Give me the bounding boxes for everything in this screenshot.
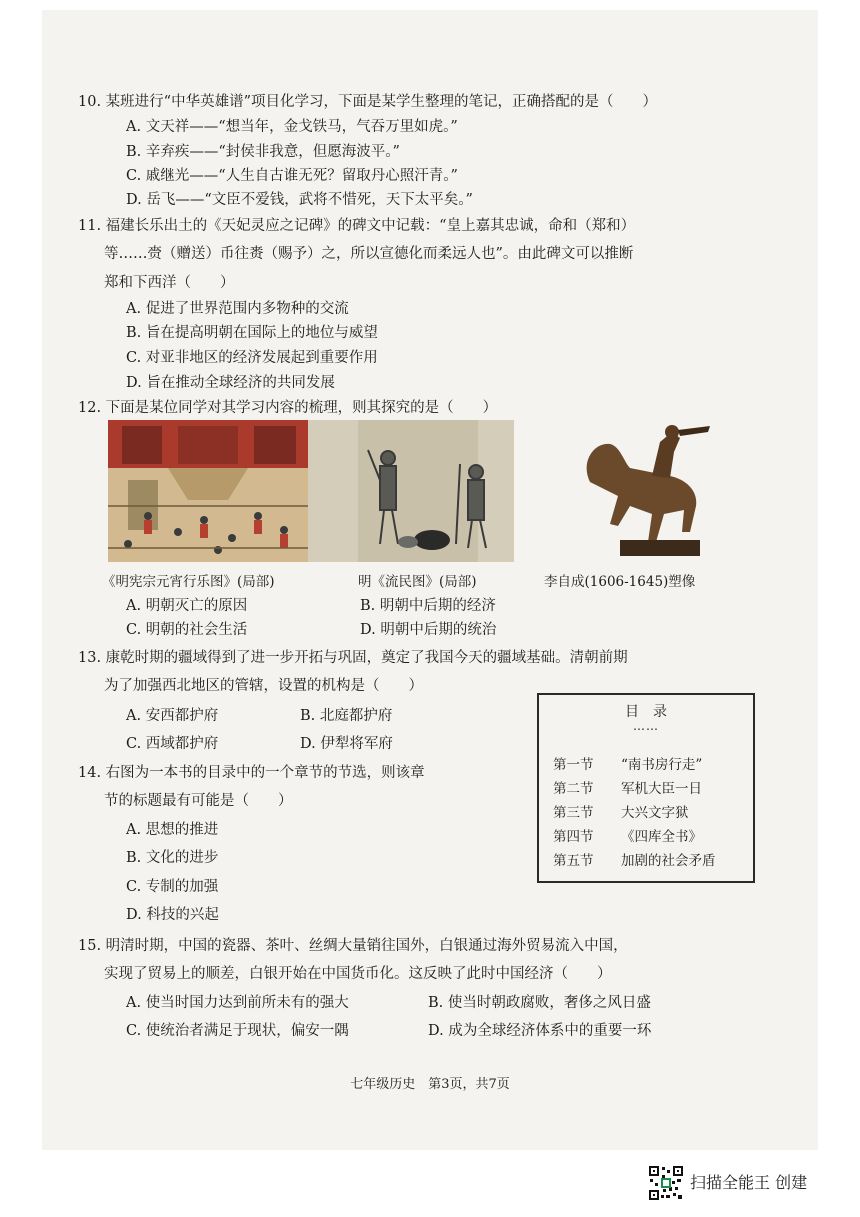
q10-stem: 10. 某班进行“中华英雄谱”项目化学习，下面是某学生整理的笔记，正确搭配的是（ ） — [78, 94, 657, 110]
caption-statue: 李自成(1606-1645)塑像 — [544, 574, 696, 590]
q14-stem-line1: 14. 右图为一本书的目录中的一个章节的节选，则该章 — [78, 765, 425, 781]
painting-lantern-festival — [108, 420, 308, 562]
q15-option-a: A. 使当时国力达到前所未有的强大 — [126, 995, 349, 1011]
q10-option-d: D. 岳飞——“文臣不爱钱，武将不惜死，天下太平矣。” — [126, 192, 473, 208]
toc-section-title: 《四库全书》 — [621, 829, 702, 845]
q12-stem: 12. 下面是某位同学对其学习内容的梳理，则其探究的是（ ） — [78, 400, 498, 416]
toc-section-number: 第一节 — [553, 757, 594, 773]
scanner-watermark: 扫描全能王 创建 — [690, 1173, 808, 1192]
q12-option-c: C. 明朝的社会生活 — [126, 622, 248, 638]
q12-option-b: B. 明朝中后期的经济 — [360, 598, 496, 614]
toc-ellipsis: …… — [633, 719, 659, 733]
q15-stem-line1: 15. 明清时期，中国的瓷器、茶叶、丝绸大量销往国外，白银通过海外贸易流入中国， — [78, 938, 628, 954]
caption-lantern-festival: 《明宪宗元宵行乐图》(局部) — [102, 574, 275, 590]
toc-section-number: 第四节 — [553, 829, 594, 845]
toc-row — [553, 801, 689, 821]
q10-option-c: C. 戚继光——“人生自古谁无死？留取丹心照汗青。” — [126, 168, 458, 184]
toc-section-title: 军机大臣一日 — [621, 781, 702, 797]
toc-section-number: 第三节 — [553, 805, 594, 821]
q11-stem-line1: 11. 福建长乐出土的《天妃灵应之记碑》的碑文中记载：“皇上嘉其忠诚，命和（郑和） — [78, 218, 636, 234]
q15-option-c: C. 使统治者满足于现状，偏安一隅 — [126, 1023, 349, 1039]
toc-row — [553, 753, 702, 773]
q13-stem-line2: 为了加强西北地区的管辖，设置的机构是（ ） — [104, 678, 423, 694]
q13-option-d: D. 伊犁将军府 — [300, 736, 393, 752]
q15-stem-line2: 实现了贸易上的顺差，白银开始在中国货币化。这反映了此时中国经济（ ） — [104, 966, 612, 982]
statue-li-zicheng — [560, 422, 720, 564]
toc-section-title: “南书房行走” — [621, 757, 703, 773]
q11-option-a: A. 促进了世界范围内多物种的交流 — [126, 301, 349, 317]
q13-option-a: A. 安西都护府 — [126, 708, 219, 724]
q14-option-c: C. 专制的加强 — [126, 879, 219, 895]
q14-stem-line2: 节的标题最有可能是（ ） — [104, 793, 293, 809]
toc-section-number: 第二节 — [553, 781, 594, 797]
q11-option-b: B. 旨在提高明朝在国际上的地位与威望 — [126, 325, 378, 341]
table-of-contents — [537, 693, 755, 883]
toc-section-number: 第五节 — [553, 853, 594, 869]
q12-option-d: D. 明朝中后期的统治 — [360, 622, 497, 638]
page-footer: 七年级历史 第3页，共7页 — [350, 1077, 510, 1092]
toc-section-title: 加剧的社会矛盾 — [621, 853, 716, 869]
q14-option-d: D. 科技的兴起 — [126, 907, 219, 923]
q11-option-c: C. 对亚非地区的经济发展起到重要作用 — [126, 350, 378, 366]
q10-option-a: A. 文天祥——“想当年，金戈铁马，气吞万里如虎。” — [126, 119, 458, 135]
toc-section-title: 大兴文字狱 — [621, 805, 689, 821]
q14-option-b: B. 文化的进步 — [126, 850, 219, 866]
q12-option-a: A. 明朝灭亡的原因 — [126, 598, 248, 614]
painting-refugees — [308, 420, 514, 562]
q14-option-a: A. 思想的推进 — [126, 822, 219, 838]
q13-option-c: C. 西域都护府 — [126, 736, 219, 752]
toc-row — [553, 777, 702, 797]
q15-option-d: D. 成为全球经济体系中的重要一环 — [428, 1023, 652, 1039]
q11-option-d: D. 旨在推动全球经济的共同发展 — [126, 375, 335, 391]
q11-stem-line3: 郑和下西洋（ ） — [104, 275, 235, 291]
qr-code-icon — [648, 1165, 684, 1201]
q15-option-b: B. 使当时朝政腐败，奢侈之风日盛 — [428, 995, 651, 1011]
toc-row — [553, 825, 702, 845]
q11-stem-line2: 等……赍（赠送）币往赉（赐予）之，所以宣德化而柔远人也”。由此碑文可以推断 — [104, 246, 634, 262]
toc-title: 目 录 — [625, 704, 667, 720]
q13-stem-line1: 13. 康乾时期的疆域得到了进一步开拓与巩固，奠定了我国今天的疆域基础。清朝前期 — [78, 650, 628, 666]
caption-refugees: 明《流民图》(局部) — [358, 574, 477, 590]
q13-option-b: B. 北庭都护府 — [300, 708, 393, 724]
q10-option-b: B. 辛弃疾——“封侯非我意，但愿海波平。” — [126, 144, 400, 160]
toc-row — [553, 849, 716, 869]
